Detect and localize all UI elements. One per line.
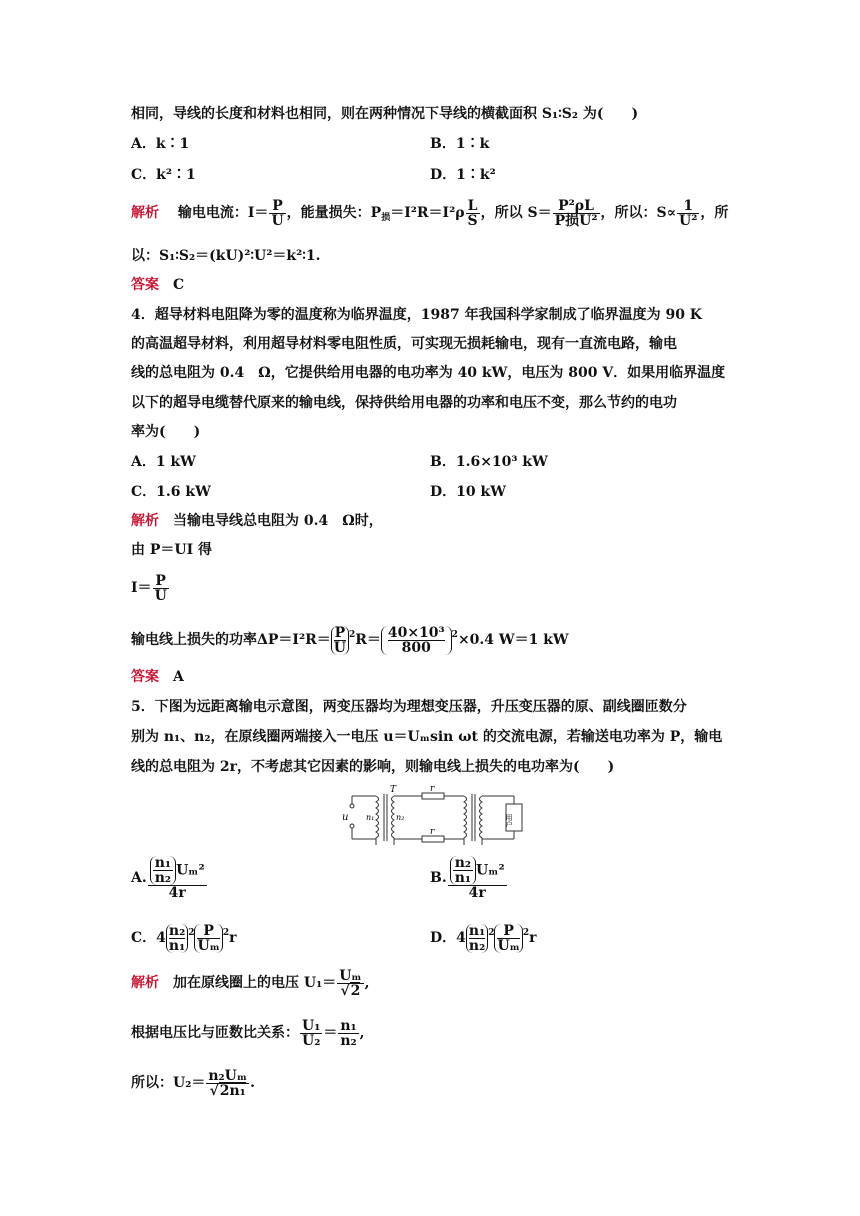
analysis-text: 根据电压比与匝数比关系： bbox=[131, 1025, 299, 1041]
fraction: $\frac{\text{P²ρL}}{\text{P损U²}}$ bbox=[554, 197, 598, 229]
analysis-text: ×0.4 W＝1 kW bbox=[457, 632, 569, 648]
fraction: $\frac{\text{U₁}}{\text{U₂}}$ bbox=[302, 1017, 321, 1049]
source-label: u bbox=[342, 812, 349, 823]
answer-label: 答案 bbox=[131, 277, 159, 293]
fraction: $\frac{\text{n₁}}{\text{n₂}}$ bbox=[340, 1017, 357, 1049]
option-label: B. bbox=[430, 870, 447, 886]
fraction: $\frac{P}{U}$ bbox=[154, 572, 167, 604]
q5-stem-line-1: 5．下图为远距离输电示意图，两变压器均为理想变压器，升压变压器的原、副线圈匝数分 bbox=[131, 699, 687, 715]
q3-option-b: B．1∶k bbox=[430, 136, 490, 152]
analysis-text: 当输电导线总电阻为 0.4 Ω时， bbox=[173, 513, 383, 529]
q3-analysis-line2: 以：S₁∶S₂＝(kU)²∶U²＝k²∶1. bbox=[131, 248, 321, 264]
q5-stem-line-3: 线的总电阻为 2r，不考虑其它因素的影响，则输电线上损失的电功率为( ) bbox=[131, 759, 615, 775]
option-label: C．4 bbox=[131, 930, 166, 946]
q4-stem-line-5: 率为( ) bbox=[131, 424, 201, 440]
transformer-label: T bbox=[390, 785, 397, 795]
q3-option-d: D．1∶k² bbox=[430, 167, 496, 183]
analysis-label: 解析 bbox=[131, 513, 159, 529]
q4-analysis-1 bbox=[131, 511, 383, 531]
analysis-text: ，所 bbox=[700, 205, 729, 221]
q4-analysis-4: 输电线上损失的功率ΔP＝I²R＝ $\frac{P}{U}$ $^2$R＝ $\frac{\text{40×10³}}{800}$ $^2$×0.4 W＝1 kW bbox=[131, 624, 569, 656]
answer-value: C bbox=[173, 277, 185, 293]
analysis-label: 解析 bbox=[131, 205, 159, 221]
q4-analysis-2: 由 P＝UI 得 bbox=[131, 542, 213, 558]
analysis-text: ，所以：S∝ bbox=[600, 205, 677, 221]
n1-label: n₁ bbox=[366, 813, 375, 822]
q4-option-b: B．1.6×10³ kW bbox=[430, 454, 548, 470]
fraction: $\frac{\text{n₂}}{\text{n₁}}$ Uₘ² 4r bbox=[448, 856, 507, 900]
q5-analysis-3: 所以：U₂＝ $\frac{\text{n₂Uₘ}}{\text{√2n₁}}$ . bbox=[131, 1067, 255, 1099]
q3-option-a: A．k∶1 bbox=[131, 136, 190, 152]
resistor-top-label: r bbox=[430, 784, 435, 794]
q4-stem-line-4: 以下的超导电缆替代原来的输电线，保持供给用电器的功率和电压不变，那么节约的电功 bbox=[131, 395, 677, 411]
q5-option-d: D．4 $\frac{\text{n₁}}{\text{n₂}}$ $^2$ $\frac{P}{\text{Uₘ}}$ $^2$r bbox=[430, 922, 537, 954]
option-label: A. bbox=[131, 870, 147, 886]
analysis-text: ，所以 S＝ bbox=[480, 205, 552, 221]
answer-label: 答案 bbox=[131, 669, 159, 685]
q4-stem-line-1: 4．超导材料电阻降为零的温度称为临界温度，1987 年我国科学家制成了临界温度为 90 K bbox=[131, 307, 702, 323]
analysis-label: 解析 bbox=[131, 975, 159, 991]
paren-fraction: $\frac{P}{U}$ bbox=[331, 626, 349, 655]
analysis-text: R＝ bbox=[355, 632, 381, 648]
resistor-bottom-label: r bbox=[430, 827, 435, 837]
q5-option-c: C．4 $\frac{\text{n₂}}{\text{n₁}}$ $^2$ $\frac{P}{\text{Uₘ}}$ $^2$r bbox=[131, 922, 237, 954]
q3-answer bbox=[131, 275, 184, 295]
q4-option-c: C．1.6 kW bbox=[131, 484, 211, 500]
q5-option-b bbox=[430, 856, 508, 900]
transmission-circuit-diagram bbox=[338, 784, 534, 846]
analysis-text: 输电线上损失的功率ΔP＝I²R＝ bbox=[131, 632, 331, 648]
fraction: $\frac{L}{S}$ bbox=[467, 197, 478, 229]
fraction: $\frac{\text{n₁}}{\text{n₂}}$ Uₘ² 4r bbox=[148, 856, 207, 900]
analysis-text: 输电电流：I＝ bbox=[177, 205, 269, 221]
subscript: 损 bbox=[381, 213, 391, 223]
q5-analysis-1: 解析 加在原线圈上的电压 U₁＝ $\frac{\text{Uₘ}}{√2}$ , bbox=[131, 967, 370, 999]
q4-stem-line-3: 线的总电阻为 0.4 Ω，它提供给用电器的电功率为 40 kW，电压为 800 V．如果用临界温度 bbox=[131, 365, 726, 381]
option-label: D．4 bbox=[430, 930, 466, 946]
q3-stem-line: 相同，导线的长度和材料也相同，则在两种情况下导线的横截面积 S₁∶S₂ 为( ) bbox=[131, 106, 639, 122]
q3-analysis bbox=[131, 197, 728, 229]
q4-analysis-3 bbox=[131, 572, 170, 604]
fraction: $\frac{\text{n₂Uₘ}}{\text{√2n₁}}$ bbox=[208, 1067, 248, 1099]
analysis-text: I＝ bbox=[131, 580, 152, 596]
q5-option-a bbox=[131, 856, 208, 900]
analysis-text: ＝I²R＝I²ρ bbox=[390, 205, 465, 221]
q4-option-d: D．10 kW bbox=[430, 484, 506, 500]
fraction: $\frac{1}{\text{U²}}$ bbox=[679, 197, 698, 229]
answer-value: A bbox=[173, 669, 184, 685]
q4-answer bbox=[131, 667, 184, 687]
n2-label: n₂ bbox=[396, 813, 405, 822]
q3-option-c: C．k²∶1 bbox=[131, 167, 196, 183]
fraction: $\frac{\text{Uₘ}}{√2}$ bbox=[339, 967, 362, 999]
q4-stem-line-2: 的高温超导材料，利用超导材料零电阻性质，可实现无损耗输电，现有一直流电路，输电 bbox=[131, 336, 677, 352]
user-label: 用户 bbox=[505, 814, 513, 828]
analysis-text: 所以：U₂＝ bbox=[131, 1075, 206, 1091]
paren-fraction: $\frac{\text{40×10³}}{800}$ bbox=[381, 626, 452, 655]
q4-option-a: A．1 kW bbox=[131, 454, 196, 470]
analysis-text: ，能量损失：P bbox=[286, 205, 382, 221]
fraction: $\frac{P}{U}$ bbox=[271, 197, 284, 229]
q5-stem-line-2: 别为 n₁、n₂，在原线圈两端接入一电压 u＝Uₘsin ωt 的交流电源，若输送电功率为 P，输电 bbox=[131, 729, 723, 745]
q5-analysis-2: 根据电压比与匝数比关系： $\frac{\text{U₁}}{\text{U₂}}$ ＝ $\frac{\text{n₁}}{\text{n₂}}$ , bbox=[131, 1017, 365, 1049]
analysis-text: 加在原线圈上的电压 U₁＝ bbox=[173, 975, 337, 991]
